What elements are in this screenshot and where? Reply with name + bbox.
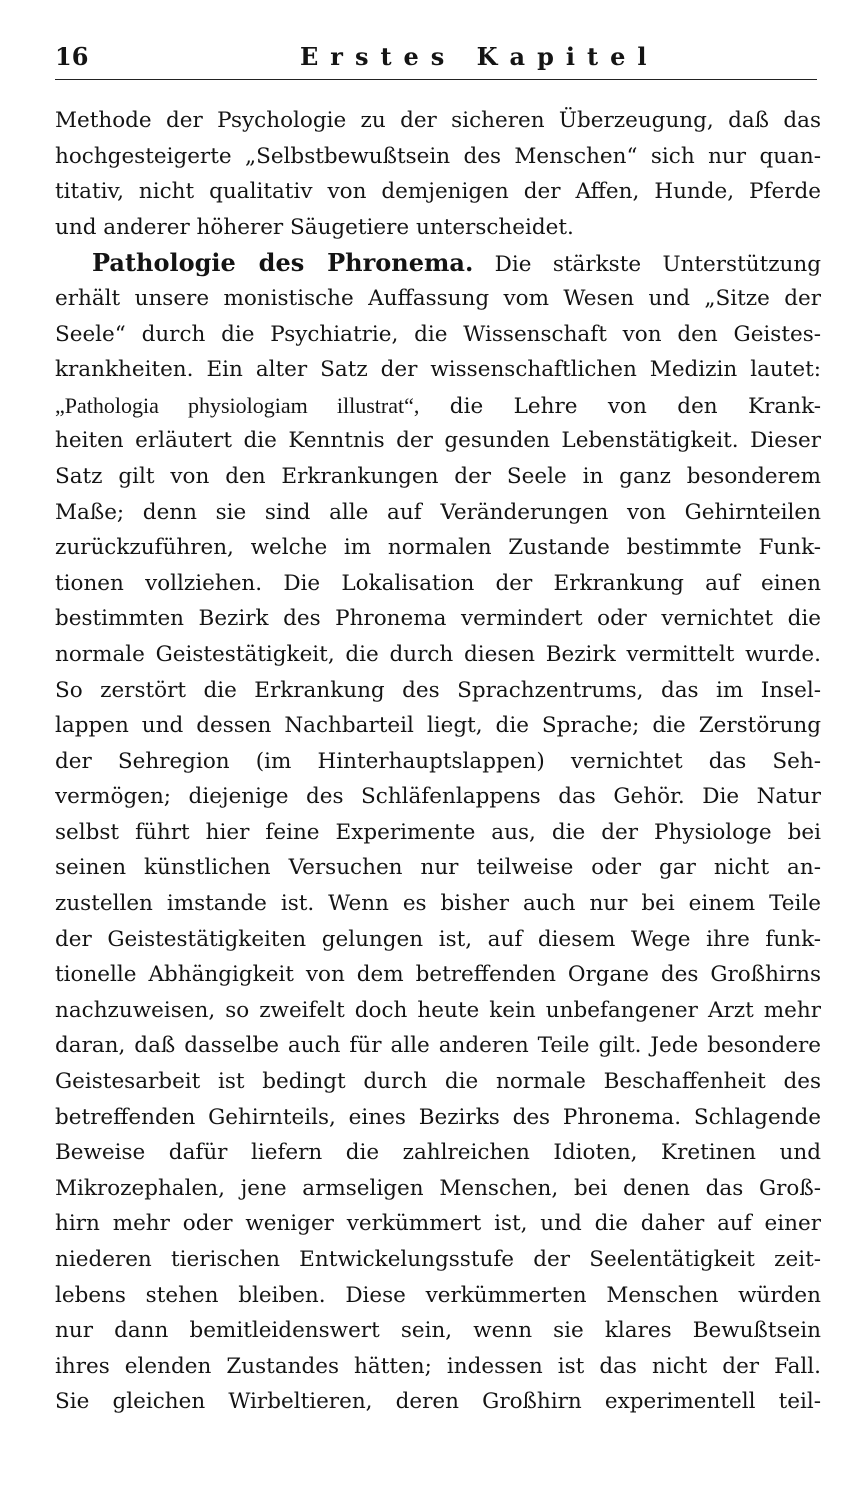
text-line: ihres elenden Zustandes hätten; indessen ist das nicht der Fall. (55, 1353, 821, 1379)
text-line: Beweise dafür liefern die zahlreichen Idioten, Kretinen und (55, 1140, 821, 1166)
text-line: der Sehregion (im Hinterhauptslappen) vernichtet das Seh- (55, 748, 821, 774)
text-line: erhält unsere monistische Auffassung vom Wesen und „Sitze der (55, 285, 821, 311)
text-line: heiten erläutert die Kenntnis der gesunden Lebenstätigkeit. Dieser (55, 428, 821, 454)
text-line: vermögen; diejenige des Schläfenlappens das Gehör. Die Natur (55, 784, 821, 810)
section-heading: Pathologie des Phronema. (92, 248, 474, 278)
text-line: zurückzuführen, welche im normalen Zustande bestimmte Funk- (55, 535, 821, 561)
text-line: bestimmten Bezirk des Phronema vermindert oder vernichtet die (55, 606, 821, 632)
text-line: seinen künstlichen Versuchen nur teilweise oder gar nicht an- (55, 855, 821, 881)
text-line: tionen vollziehen. Die Lokalisation der Erkrankung auf einen (55, 570, 821, 596)
text-line: lappen und dessen Nachbarteil liegt, die Sprache; die Zerstörung (55, 713, 821, 739)
page-number: 16 (55, 42, 89, 71)
text-line: zustellen imstande ist. Wenn es bisher auch nur bei einem Teile (55, 891, 821, 917)
text-line: Seele“ durch die Psychiatrie, die Wissenschaft von den Geistes- (55, 321, 821, 347)
text-line: selbst führt hier feine Experimente aus, die der Physiologe bei (55, 819, 821, 845)
text-line: titativ, nicht qualitativ von demjenigen der Affen, Hunde, Pferde (55, 179, 821, 205)
text-line: Sie gleichen Wirbeltieren, deren Großhirn experimentell teil- (55, 1389, 821, 1415)
text-line: tionelle Abhängigkeit von dem betreffenden Organe des Großhirns (55, 962, 821, 988)
body-text (55, 103, 821, 1420)
text-line: normale Geistestätigkeit, die durch diesen Bezirk vermittelt wurde. (55, 641, 821, 667)
text-line: hirn mehr oder weniger verkümmert ist, und die daher auf einer (55, 1211, 821, 1237)
text-line: Maße; denn sie sind alle auf Veränderungen von Gehirnteilen (55, 499, 821, 525)
running-title: Erstes Kapitel (300, 42, 659, 71)
text-line: Pathologie des Phronema. Die stärkste Unterstützung (92, 248, 821, 278)
text-line: der Geistestätigkeiten gelungen ist, auf diesem Wege ihre funk- (55, 926, 821, 952)
text-line: Geistesarbeit ist bedingt durch die normale Beschaffenheit des (55, 1069, 821, 1095)
text-line: Mikrozephalen, jene armseligen Menschen, bei denen das Groß- (55, 1175, 821, 1201)
text-line: und anderer höherer Säugetiere unterscheidet. (55, 214, 574, 240)
text-line: nur dann bemitleidenswert sein, wenn sie klares Bewußtsein (55, 1318, 821, 1344)
latin-quote: „Pathologia physiologiam illustrat“, (55, 392, 420, 418)
text-line: Methode der Psychologie zu der sicheren Überzeugung, daß das (55, 108, 821, 133)
text-line: hochgesteigerte „Selbstbewußtsein des Menschen“ sich nur quan- (55, 143, 821, 169)
text-line: nachzuweisen, so zweifelt doch heute kein unbefangener Arzt mehr (55, 997, 821, 1023)
text-line: betreffenden Gehirnteils, eines Bezirks des Phronema. Schlagende (55, 1104, 821, 1130)
text-line: lebens stehen bleiben. Diese verkümmerten Menschen würden (55, 1282, 821, 1308)
page-header (55, 40, 815, 74)
text-line: Satz gilt von den Erkrankungen der Seele in ganz besonderem (55, 463, 821, 489)
text-line: krankheiten. Ein alter Satz der wissenschaftlichen Medizin lautet: (55, 357, 821, 383)
text-line: So zerstört die Erkrankung des Sprachzentrums, das im Insel- (55, 677, 821, 703)
header-rule (55, 79, 817, 80)
text-line: daran, daß dasselbe auch für alle anderen Teile gilt. Jede besondere (55, 1033, 821, 1059)
text-line: „Pathologia physiologiam illustrat“, die Lehre von den Krank- (55, 392, 821, 419)
text-line: niederen tierischen Entwickelungsstufe der Seelentätigkeit zeit- (55, 1247, 821, 1272)
